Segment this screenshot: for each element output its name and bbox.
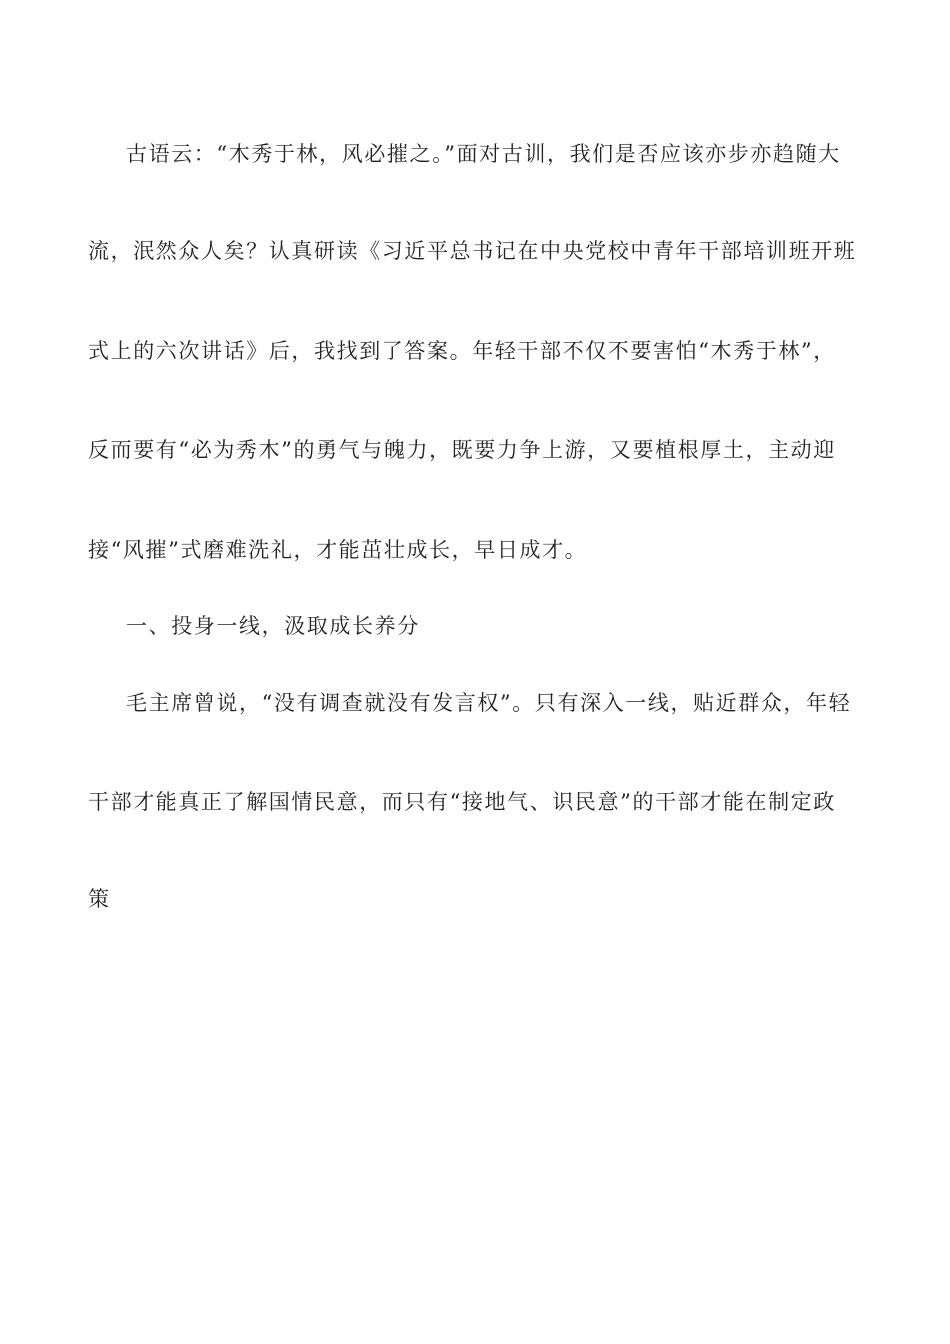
paragraph-1-line-1: 古语云：“木秀于林，风必摧之。”面对古训，我们是否应该亦步亦趋随大 [126,142,841,166]
paragraph-1-line-3: 式上的六次讲话》后，我找到了答案。年轻干部不仅不要害怕“木秀于林”， [88,339,836,363]
paragraph-1-line-2: 流，泯然众人矣？认真研读《习近平总书记在中央党校中青年干部培训班开班 [88,239,857,263]
paragraph-2-line-1: 毛主席曾说，“没有调查就没有发言权”。只有深入一线，贴近群众，年轻 [126,691,852,715]
paragraph-2-line-3: 策 [88,887,111,911]
paragraph-1-line-4: 反而要有“必为秀木”的勇气与魄力，既要力争上游，又要植根厚土，主动迎 [88,438,836,462]
section-heading: 一、投身一线，汲取成长养分 [126,614,420,638]
paragraph-2-line-2: 干部才能真正了解国情民意，而只有“接地气、识民意”的干部才能在制定政 [88,790,836,814]
paragraph-1-line-5: 接“风摧”式磨难洗礼，才能茁壮成长，早日成才。 [88,538,588,562]
